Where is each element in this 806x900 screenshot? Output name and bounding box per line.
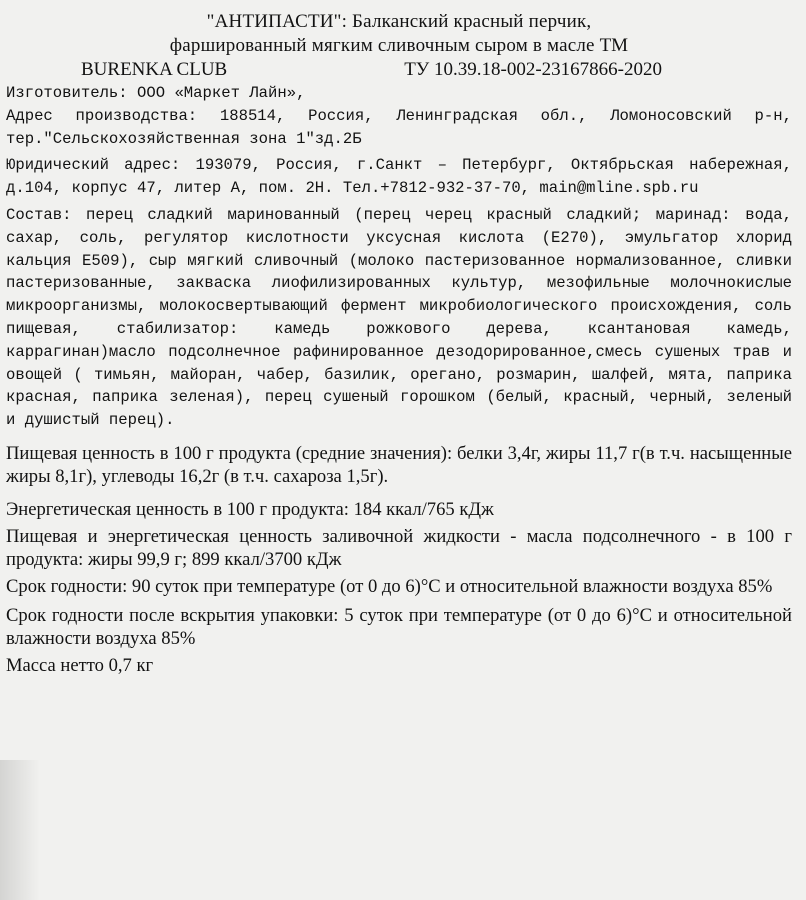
tu-code: ТУ 10.39.18-002-23167866-2020 — [404, 59, 662, 80]
legal-address: Юридический адрес: 193079, Россия, г.Санкт – Петербург, Октябрьская набережная, д.104, корпус 47, литер А, пом. 2Н. Тел.+7812-932-37-70, main@mline.spb.ru — [6, 156, 792, 198]
brand-row — [6, 58, 792, 82]
nutrition-value: Пищевая ценность в 100 г продукта (средние значения): белки 3,4г, жиры 11,7 г(в т.ч. насыщенные жиры 8,1г), углеводы 16,2г (в т.ч. сахароза 1,5г). — [6, 442, 792, 487]
shelf-life-after-opening: Срок годности после вскрытия упаковки: 5 суток при температуре (от 0 до 6)°С и относительной влажности воздуха 85% — [6, 604, 792, 649]
brand-name: BURENKA CLUB — [81, 59, 228, 80]
manufacturer: Изготовитель: ООО «Маркет Лайн», — [6, 84, 306, 102]
product-title-line-1: "АНТИПАСТИ": Балканский красный перчик, — [206, 11, 592, 32]
fill-liquid-value: Пищевая и энергетическая ценность заливочной жидкости - масла подсолнечного - в 100 г продукта: жиры 99,9 г; 899 ккал/3700 кДж — [6, 525, 792, 570]
net-weight: Масса нетто 0,7 кг — [6, 654, 154, 676]
production-address: Адрес производства: 188514, Россия, Ленинградская обл., Ломоносовский р-н, тер."Сельскохозяйственная зона 1"зд.2Б — [6, 106, 792, 148]
composition: Состав: перец сладкий маринованный (перец черец красный сладкий; маринад: вода, сахар, соль, регулятор кислотности уксусная кислота (Е270), эмульгатор хлорид кальция Е509), сыр мягкий сливочный (молоко пастеризованное нормализованное, сливки пастеризованные, закваска лиофилизированных культур, мезофильные молочнокислые микроорганизмы, молокосвертывающий фермент микробиологического происхождения, соль пищевая, стабилизатор: камедь рожкового дерева, ксантановая камедь, каррагинан)масло подсолнечное рафинированное дезодорированное,смесь сушеных трав и овощей ( тимьян, майоран, чабер, базилик, орегано, розмарин, шалфей, мята, паприка красная, паприка зеленая), перец сушеный горошком (белый, красный, черный, зеленый и душистый перец). — [6, 205, 792, 430]
energy-value: Энергетическая ценность в 100 г продукта: 184 ккал/765 кДж — [6, 498, 494, 520]
shelf-life: Срок годности: 90 суток при температуре (от 0 до 6)°С и относительной влажности воздуха 85% — [6, 575, 773, 597]
product-title-line-2: фаршированный мягким сливочным сыром в масле ТМ — [169, 35, 629, 56]
